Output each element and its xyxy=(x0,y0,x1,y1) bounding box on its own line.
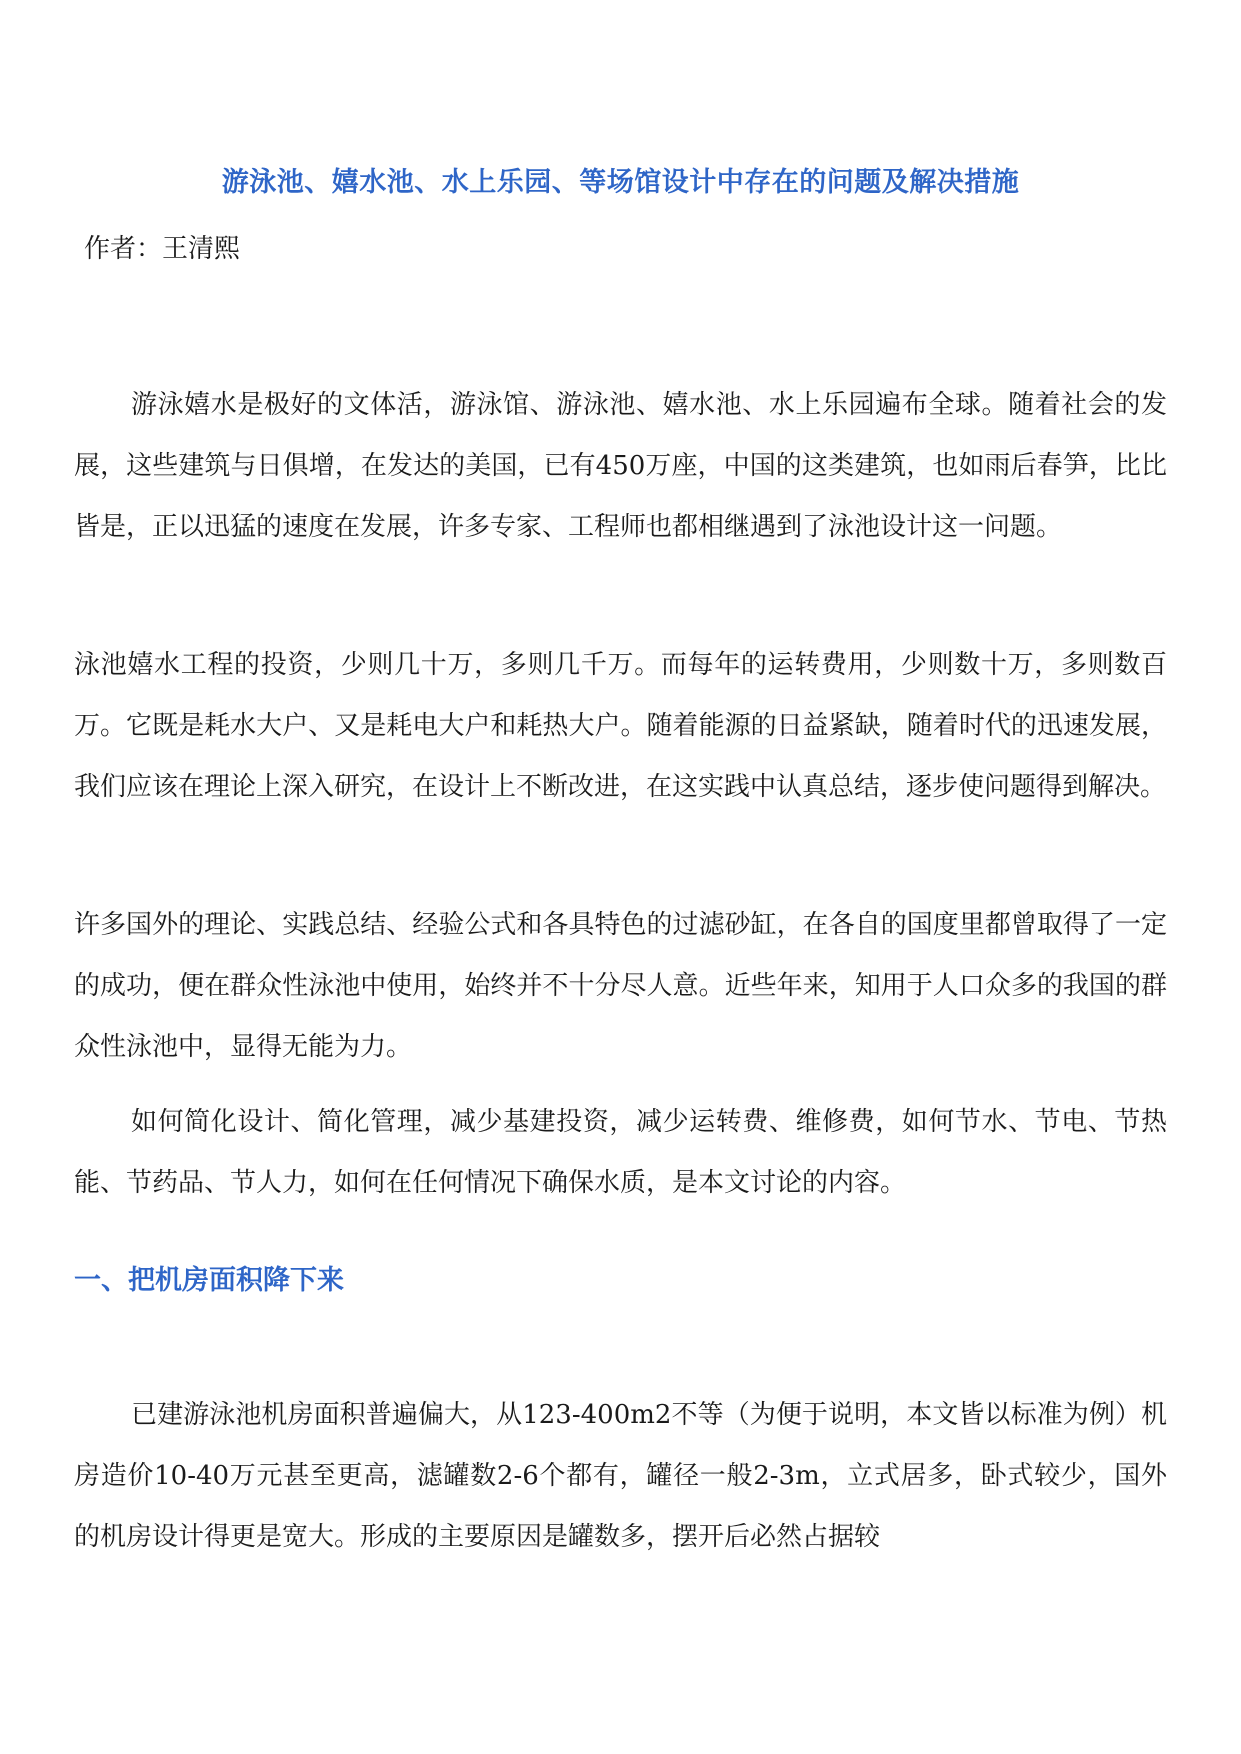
section-paragraph: 已建游泳池机房面积普遍偏大，从123-400m2不等（为便于说明，本文皆以标准为例）机房造价10-40万元甚至更高，滤罐数2-6个都有，罐径一般2-3m，立式居多，卧式较少，国外的机房设计得更是宽大。形成的主要原因是罐数多，摆开后必然占据较 xyxy=(74,1400,1167,1552)
body-paragraph: 游泳嬉水是极好的文体活，游泳馆、游泳池、嬉水池、水上乐园遍布全球。随着社会的发展，这些建筑与日俱增，在发达的美国，已有450万座，中国的这类建筑，也如雨后春笋，比比皆是，正以迅猛的速度在发展，许多专家、工程师也都相继遇到了泳池设计这一问题。 xyxy=(74,390,1167,542)
document-title: 游泳池、嬉水池、水上乐园、等场馆设计中存在的问题及解决措施 xyxy=(221,167,1020,198)
section-heading: 一、把机房面积降下来 xyxy=(74,1265,344,1296)
body-paragraph: 泳池嬉水工程的投资，少则几十万，多则几千万。而每年的运转费用，少则数十万，多则数百万。它既是耗水大户、又是耗电大户和耗热大户。随着能源的日益紧缺，随着时代的迅速发展，我们应该在理论上深入研究，在设计上不断改进，在这实践中认真总结，逐步使问题得到解决。 xyxy=(74,650,1167,802)
body-paragraph: 如何简化设计、简化管理，减少基建投资，减少运转费、维修费，如何节水、节电、节热能、节药品、节人力，如何在任何情况下确保水质，是本文讨论的内容。 xyxy=(74,1107,1167,1198)
body-paragraph: 许多国外的理论、实践总结、经验公式和各具特色的过滤砂缸，在各自的国度里都曾取得了一定的成功，便在群众性泳池中使用，始终并不十分尽人意。近些年来，知用于人口众多的我国的群众性泳池中，显得无能为力。 xyxy=(74,910,1167,1062)
author-line: 作者：王清熙 xyxy=(84,234,241,264)
